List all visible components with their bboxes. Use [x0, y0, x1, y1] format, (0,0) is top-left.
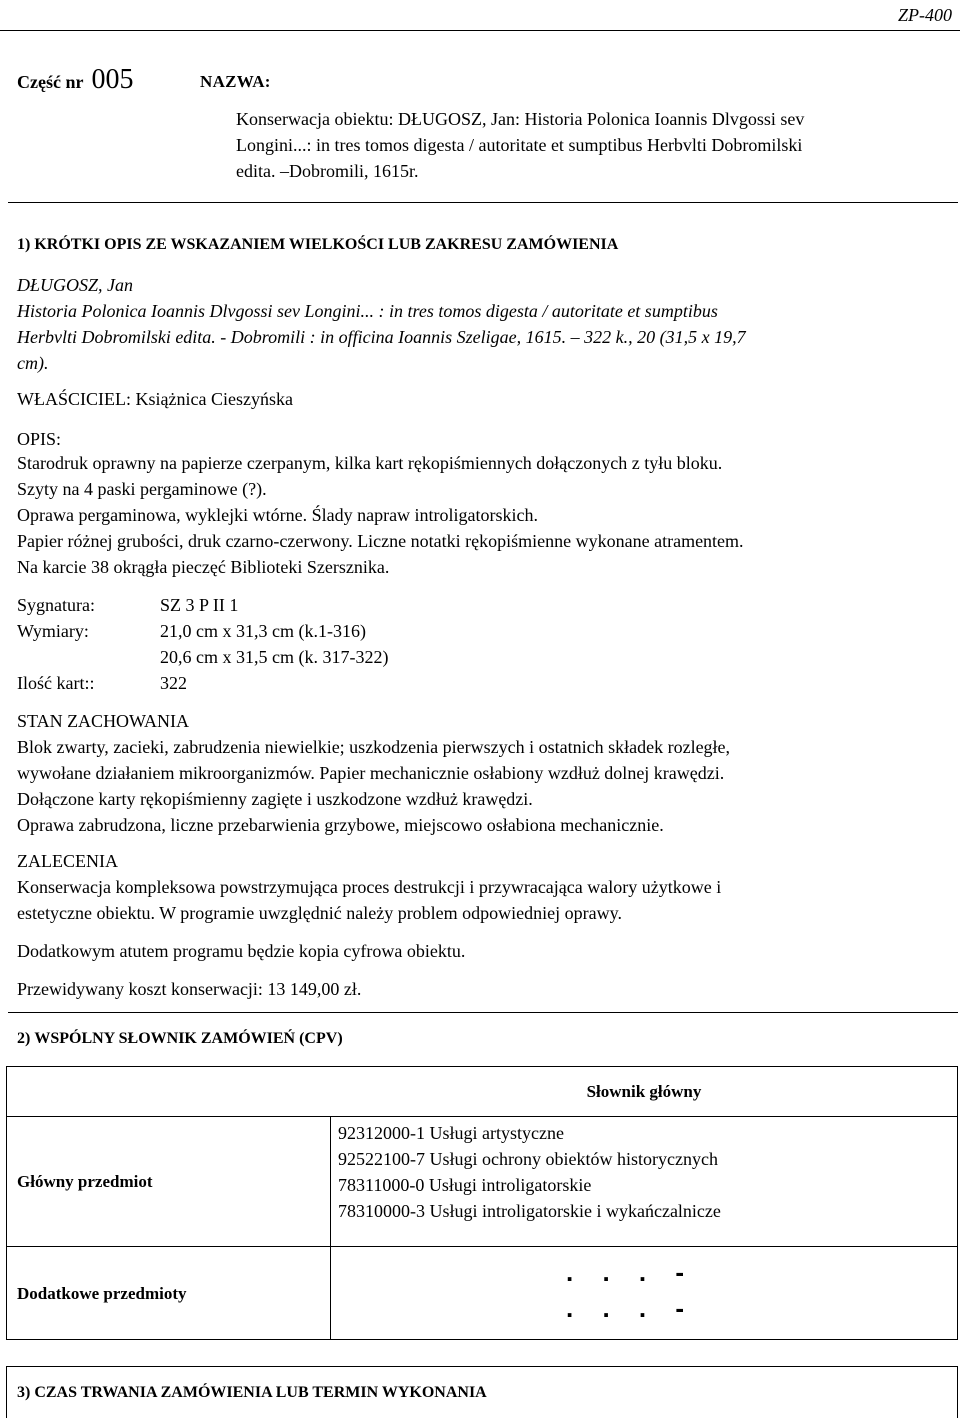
section-divider — [8, 202, 958, 203]
additional-subjects-label: Dodatkowe przedmioty — [17, 1284, 187, 1303]
section3-title: CZAS TRWANIA ZAMÓWIENIA LUB TERMIN WYKONANIA — [34, 1384, 487, 1401]
cpv-code: 92522100-7 Usługi ochrony obiektów historycznych — [338, 1149, 718, 1169]
bibliographic-description — [17, 272, 947, 376]
opis-text — [17, 450, 947, 580]
additional-code: . . . - — [566, 1257, 684, 1287]
header-rule — [0, 30, 960, 31]
name-label: NAZWA: — [200, 72, 271, 91]
dict-header: Słownik główny — [586, 1082, 702, 1101]
name-line: Konserwacja obiektu: DŁUGOSZ, Jan: Historia Polonica Ioannis Dlvgossi sev — [236, 109, 805, 129]
opis-line: Papier różnej grubości, druk czarno-czerwony. Liczne notatki rękopiśmienne wykonane atramentem. — [17, 531, 744, 551]
cpv-table-rule — [6, 1116, 958, 1117]
zalecenia-line: Konserwacja kompleksowa powstrzymująca proces destrukcji i przywracająca walory użytkowe i — [17, 877, 722, 897]
zalecenia-text — [17, 874, 947, 926]
cpv-code: 78311000-0 Usługi introligatorskie — [338, 1175, 592, 1195]
extra-note: Dodatkowym atutem programu będzie kopia cyfrowa obiektu. — [17, 941, 466, 961]
section1-title: KRÓTKI OPIS ZE WSKAZANIEM WIELKOŚCI LUB ZAKRESU ZAMÓWIENIA — [34, 236, 619, 253]
sygnatura-value: SZ 3 P II 1 — [160, 595, 239, 615]
part-label: Część nr — [17, 72, 84, 92]
part-heading — [17, 64, 133, 96]
opis-line: Starodruk oprawny na papierze czerpanym, kilka kart rękopiśmiennych dołączonych z tyłu bloku. — [17, 453, 723, 473]
stan-label: STAN ZACHOWANIA — [17, 711, 190, 731]
cpv-code: 92312000-1 Usługi artystyczne — [338, 1123, 564, 1143]
name-line: edita. –Dobromili, 1615r. — [236, 161, 419, 181]
karty-value: 322 — [160, 673, 187, 693]
section1-heading — [17, 236, 618, 254]
document-code: ZP-400 — [898, 5, 952, 25]
zalecenia-label: ZALECENIA — [17, 851, 118, 871]
opis-line: Oprawa pergaminowa, wyklejki wtórne. Ślady napraw introligatorskich. — [17, 505, 539, 525]
section2-title: WSPÓLNY SŁOWNIK ZAMÓWIEŃ (CPV) — [34, 1030, 343, 1047]
additional-code: . . . - — [566, 1293, 684, 1323]
stan-line: wywołane działaniem mikroorganizmów. Papier mechanicznie osłabiony wzdłuż dolnej krawędzi. — [17, 763, 725, 783]
section2-number: 2) — [17, 1030, 31, 1047]
wymiary-value-1: 21,0 cm x 31,3 cm (k.1-316) — [160, 621, 366, 641]
main-codes — [338, 1120, 953, 1224]
sygnatura-label: Sygnatura: — [17, 595, 95, 615]
bib-line: Historia Polonica Ioannis Dlvgossi sev Longini... : in tres tomos digesta / autoritate et sumptibus — [17, 301, 718, 321]
additional-codes — [566, 1254, 684, 1326]
section2-heading — [17, 1030, 343, 1048]
opis-label: OPIS: — [17, 429, 62, 449]
stan-line: Oprawa zabrudzona, liczne przebarwienia grzybowe, miejscowo osłabiona mechanicznie. — [17, 815, 664, 835]
bib-line: Herbvlti Dobromilski edita. - Dobromili : in officina Ioannis Szeligae, 1615. – 322 k., 20 (31,5 x 19,7 — [17, 327, 746, 347]
cpv-table-rule — [6, 1246, 958, 1247]
name-block — [236, 106, 956, 184]
zalecenia-line: estetyczne obiektu. W programie uwzględnić należy problem odpowiedniej oprawy. — [17, 903, 622, 923]
stan-line: Dołączone karty rękopiśmienny zagięte i uszkodzone wzdłuż krawędzi. — [17, 789, 533, 809]
cpv-table-column-rule — [330, 1116, 331, 1340]
section3-number: 3) — [17, 1384, 31, 1401]
section3-heading — [17, 1384, 487, 1402]
bib-line: DŁUGOSZ, Jan — [17, 275, 134, 295]
cost-line: Przewidywany koszt konserwacji: 13 149,00 zł. — [17, 979, 362, 999]
bib-line: cm). — [17, 353, 49, 373]
wymiary-label: Wymiary: — [17, 621, 89, 641]
stan-line: Blok zwarty, zacieki, zabrudzenia niewielkie; uszkodzenia pierwszych i ostatnich składek rozległe, — [17, 737, 731, 757]
main-subject-label: Główny przedmiot — [17, 1172, 153, 1191]
section-divider — [8, 1012, 958, 1013]
stan-text — [17, 734, 947, 838]
opis-line: Na karcie 38 okrągła pieczęć Biblioteki Szersznika. — [17, 557, 390, 577]
name-line: Longini...: in tres tomos digesta / autoritate et sumptibus Herbvlti Dobromilski — [236, 135, 803, 155]
section1-number: 1) — [17, 236, 31, 253]
cpv-code: 78310000-3 Usługi introligatorskie i wykańczalnicze — [338, 1201, 721, 1221]
karty-label: Ilość kart:: — [17, 673, 95, 693]
owner-line: WŁAŚCICIEL: Książnica Cieszyńska — [17, 389, 293, 409]
wymiary-value-2: 20,6 cm x 31,5 cm (k. 317-322) — [160, 647, 389, 667]
opis-line: Szyty na 4 paski pergaminowe (?). — [17, 479, 267, 499]
part-number: 005 — [91, 64, 134, 95]
